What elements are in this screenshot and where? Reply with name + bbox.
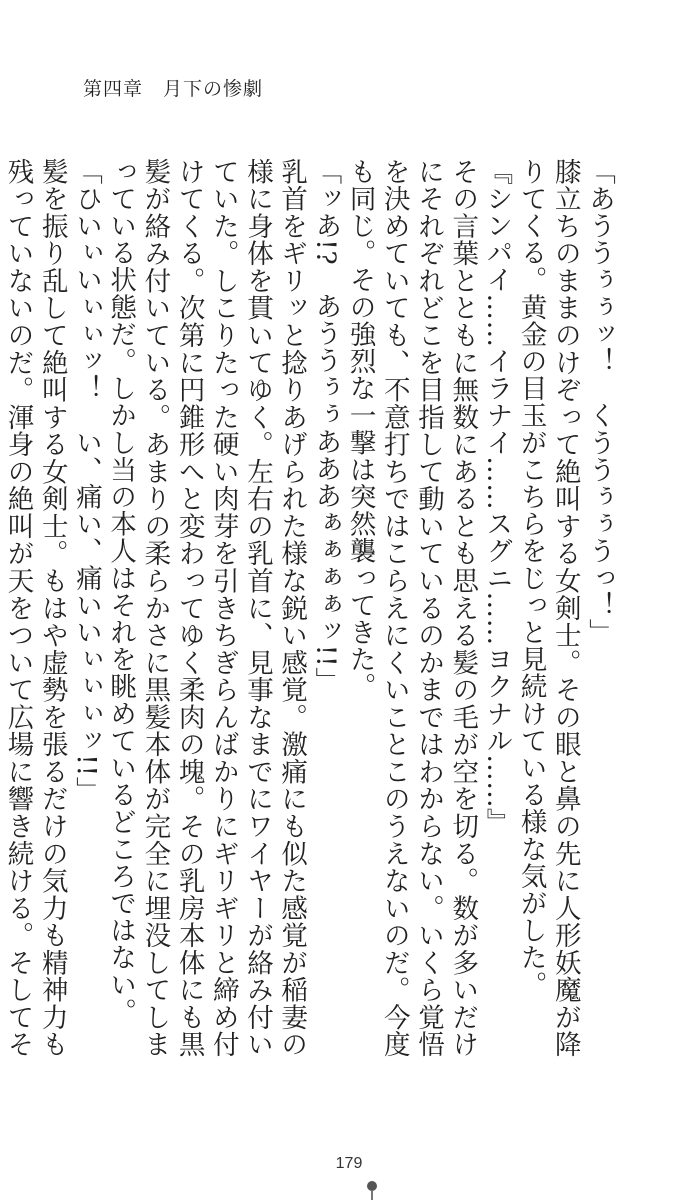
folio-dot-ornament <box>367 1181 377 1191</box>
paragraph-2: 膝立ちのままのけぞって絶叫する女剣士。その眼と鼻の先に人形妖魔が降りてくる。黄金の目玉がこちらをじっと見続けている様な気がした。 <box>515 158 581 1058</box>
paragraph-4: その言葉とともに無数にあるとも思える髪の毛が空を切る。数が多いだけにそれぞれどこを目指して動いているのかまではわからない。いくら覚悟を決めていても、不意打ちではこらえにくいことこのうえないのだ。今度も同じ。その強烈な一撃は突然襲ってきた。 <box>344 158 479 1058</box>
paragraph-5: 「ッあ!? あううぅぅあああぁぁぁぁッ!!」 <box>310 158 342 695</box>
paragraph-3: 『シンパイ……イラナイ……スグニ……ヨクナル……』 <box>481 158 513 836</box>
page-number: 179 <box>335 1155 363 1172</box>
folio-line-ornament <box>371 1191 373 1200</box>
paragraph-1: 「あううぅぅッ！ くううぅぅうっ！」 <box>584 158 615 646</box>
chapter-title: 月下の惨劇 <box>163 78 264 100</box>
running-head <box>83 74 263 101</box>
paragraph-6: 乳首をギリッと捻りあげられた様な鋭い感覚。激痛にも似た感覚が稲妻の様に身体を貫いてゆく。左右の乳首に、見事なまでにワイヤーが絡み付いていた。しこりたった硬い肉芽を引きちぎらんばかりにギリギリと締め付けてくる。次第に円錐形へと変わってゆく柔肉の塊。その乳房本体にも黒髪が絡み付いている。あまりの柔らかさに黒髪本体が完全に埋没してしまっている状態だ。しかし当の本人はそれを眺めているどころではない。 <box>105 158 308 1058</box>
paragraph-8: 髪を振り乱して絶叫する女剣士。もはや虚勢を張るだけの気力も精神力も残っていないのだ。渾身の絶叫が天をついて広場に響き続ける。そしてそ <box>2 158 68 1058</box>
paragraph-7: 「ひいぃいぃぃッ！ い、痛い、痛いいぃぃぃッ!!」 <box>70 158 102 804</box>
chapter-number: 第四章 <box>83 78 144 100</box>
body-text <box>2 158 616 1058</box>
